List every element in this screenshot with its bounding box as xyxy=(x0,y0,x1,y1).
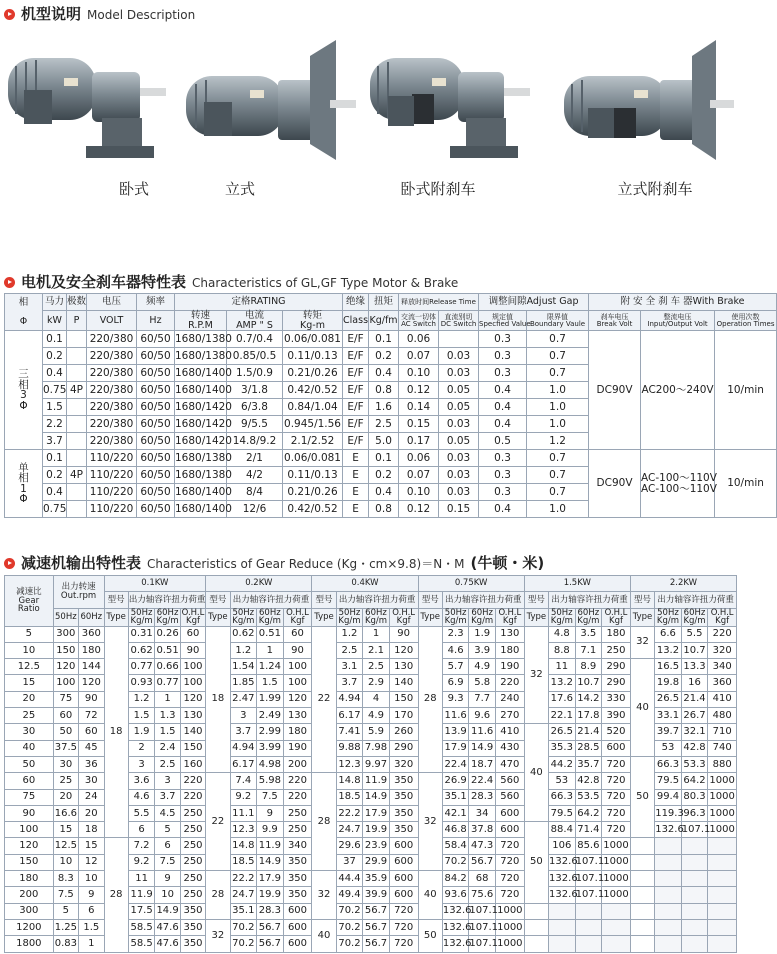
table-row: 15 100 120 0.93 0.77 100 1.85 1.5 100 3.7 2.9 140 6.9 5.8 220 13.2 10.7 290 19.8 16 360 xyxy=(5,675,737,691)
table-row: 60 25 30 3.6 3 220 22 7.4 5.98 220 28 14.8 11.9 350 32 26.9 22.4 560 53 42.8 720 79.5 64.2 1000 xyxy=(5,773,737,789)
table-row: 120 12.5 15 28 7.2 6 250 14.8 11.9 340 29.6 23.9 600 58.4 47.3 720 106 85.6 1000 xyxy=(5,838,737,854)
type-cell: 40 xyxy=(312,919,336,952)
table-row: 90 16.6 20 5.5 4.5 250 11.1 9 250 22.2 17.9 350 42.1 34 600 79.5 64.2 720 119.3 96.3 1000 xyxy=(5,805,737,821)
power-cell: 0.1 xyxy=(43,450,67,467)
table-row: 0.75 4P 220/380 60/50 1680/1400 3/1.8 0.42/0.52 E/F 0.8 0.12 0.05 0.4 1.0 xyxy=(5,382,777,399)
type-cell: 40 xyxy=(630,659,654,757)
type-cell: 28 xyxy=(206,871,230,920)
power-group-header: 2.2KW xyxy=(630,576,736,592)
model-caption: 卧式附刹车 xyxy=(400,180,476,198)
poles-cell: 4P xyxy=(67,382,87,399)
power-group-header: 0.75KW xyxy=(418,576,524,592)
power-cell: 0.1 xyxy=(43,331,67,348)
table-row: 50 30 36 3 2.5 160 6.17 4.98 200 12.3 9.97 320 22.4 18.7 470 44.2 35.7 720 50 66.3 53.3 880 xyxy=(5,756,737,772)
ratio-header: 减速比 Gear Ratio xyxy=(5,576,54,627)
power-cell: 0.2 xyxy=(43,467,67,484)
table-row: 300 5 6 17.5 14.9 350 35.1 28.3 600 70.2 56.7 720 132.6 107.1 1000 xyxy=(5,903,737,919)
table-row: 10 150 180 0.62 0.51 90 1.2 1 90 2.5 2.1 120 4.6 3.9 180 8.8 7.1 250 13.2 10.7 320 xyxy=(5,642,737,658)
model-caption: 卧式 xyxy=(118,180,149,198)
gear-reducer-table: 减速比 Gear Ratio 出力转速 Out.rpm 0.1KW 0.2KW 0.4KW 0.75KW 1.5KW 2.2KW 型号 出力轴容许扭力荷重 型号 出力轴容许扭力荷重 型号 出力轴容许扭力荷重 型号 出力轴容许扭力荷重 型号 出力轴容许扭力荷重 型号 出力轴容许扭力荷重 50Hz 60Hz Type 50Hz Kg/m 60Hz Kg/m O.H.L Kgf Type 50Hz Kg/m 60Hz Kg/m O.H.L Kgf Type 50Hz Kg/m 60Hz Kg/m O.H.L Kgf Type 50Hz Kg/m 60Hz Kg/m O.H.L Kgf Type 50Hz Kg/m 60Hz Kg/m O.H.L Kgf Type 50Hz Kg/m 60Hz Kg/m O.H.L Kgf 5 300 360 18 0.31 0.26 60 18 0.62 0.51 60 22 1.2 1 90 28 2.3 1.9 130 32 4.8 3.5 180 32 6.6 5.5 220 10 150 180 0.62 0.51 90 1.2 1 90 2.5 2.1 120 4.6 3.9 180 8.8 7.1 250 13.2 10.7 320 12.5 120 144 0.77 0.66 100 1.54 1.24 100 3.1 2.5 130 5.7 4.9 190 11 8.9 290 40 16.5 13.3 340 15 100 120 0.93 0.77 100 1.85 1.5 100 3.7 2.9 140 6.9 5.8 220 13.2 10.7 290 19.8 16 360 20 75 90 1.2 1 120 2.47 1.99 120 4.94 4 150 9.3 7.7 240 17.6 14.2 330 26.5 21.4 410 25 60 72 1.5 1.3 130 3 2.49 130 6.17 4.9 170 11.6 9.6 270 22.1 17.8 390 33.1 26.7 480 30 50 60 1.9 1.5 140 3.7 2.99 180 7.41 5.9 260 13.9 11.6 410 40 26.5 21.4 520 39.7 32.1 710 40 37.5 45 2 2.4 150 4.94 3.99 190 9.88 7.98 290 17.9 14.9 430 35.3 28.5 600 53 42.8 740 50 30 36 3 2.5 160 6.17 4.98 200 12.3 9.97 320 22.4 18.7 470 44.2 35.7 720 50 66.3 53.3 880 60 25 30 3.6 3 220 22 7.4 5.98 220 28 14.8 11.9 350 32 26.9 22.4 560 53 42.8 720 79.5 64.2 1000 75 20 24 4.6 3.7 220 9.2 7.5 220 18.5 14.9 350 35.1 28.3 560 66.3 53.5 720 99.4 80.3 1000 90 16.6 20 5.5 4.5 250 11.1 9 250 22.2 17.9 350 42.1 34 600 79.5 64.2 720 119.3 96.3 1000 100 15 18 6 5 250 12.3 9.9 250 24.7 19.9 350 46.8 37.8 600 50 88.4 71.4 720 132.6 107.1 1000 120 12.5 15 28 7.2 6 250 14.8 11.9 340 29.6 23.9 600 58.4 47.3 720 106 85.6 1000 150 10 12 9.2 7.5 250 18.5 14.9 350 37 29.9 600 70.2 56.7 720 132.6 107.1 1000 180 8.3 10 11 9 250 28 22.2 17.9 350 32 44.4 35.9 600 40 84.2 68 720 132.6 107.1 1000 200 7.5 9 11.9 10 250 24.7 19.9 350 49.4 39.9 600 93.6 75.6 720 132.6 107.1 1000 300 5 6 17.5 14.9 350 35.1 28.3 600 70.2 56.7 720 132.6 107.1 1000 1200 1.25 1.5 58.5 47.6 350 32 70.2 56.7 600 40 70.2 56.7 720 50 132.6 107.1 1000 1800 0.83 1 58.5 47.6 350 70.2 56.7 600 70.2 56.7 720 132.6 107.1 1000 xyxy=(4,575,737,953)
poles-cell: 4P xyxy=(67,467,87,484)
vertical-gear-motor-icon xyxy=(180,36,360,166)
table-row: 25 60 72 1.5 1.3 130 3 2.49 130 6.17 4.9 170 11.6 9.6 270 22.1 17.8 390 33.1 26.7 480 xyxy=(5,708,737,724)
rectifier-cell: AC200～240V xyxy=(641,331,715,450)
rectifier-cell: AC-100～110V AC-100～110V xyxy=(641,450,715,518)
table-row: 180 8.3 10 11 9 250 28 22.2 17.9 350 32 44.4 35.9 600 40 84.2 68 720 132.6 107.1 1000 xyxy=(5,871,737,887)
table-row: 12.5 120 144 0.77 0.66 100 1.54 1.24 100 3.1 2.5 130 5.7 4.9 190 11 8.9 290 40 16.5 13.3 340 xyxy=(5,659,737,675)
phase-cell: 单 相 1 Φ xyxy=(5,450,43,518)
power-cell: 0.75 xyxy=(43,501,67,518)
table-row: 0.4 110/220 60/50 1680/1400 8/4 0.21/0.26 E 0.4 0.10 0.03 0.3 0.7 xyxy=(5,484,777,501)
table-row: 40 37.5 45 2 2.4 150 4.94 3.99 190 9.88 7.98 290 17.9 14.9 430 35.3 28.5 600 53 42.8 740 xyxy=(5,740,737,756)
power-cell: 1.5 xyxy=(43,399,67,416)
table-row: 1.5 220/380 60/50 1680/1420 6/3.8 0.84/1.04 E/F 1.6 0.14 0.05 0.4 1.0 xyxy=(5,399,777,416)
motor-brake-heading: 电机及安全刹车器特性表 Characteristics of GL,GF Type Motor & Brake xyxy=(4,271,458,292)
operation-times-cell: 10/min xyxy=(715,450,777,518)
table-row: 5 300 360 18 0.31 0.26 60 18 0.62 0.51 60 22 1.2 1 90 28 2.3 1.9 130 32 4.8 3.5 180 32 6.6 5.5 220 xyxy=(5,626,737,642)
table-row: 1800 0.83 1 58.5 47.6 350 70.2 56.7 600 70.2 56.7 720 132.6 107.1 1000 xyxy=(5,936,737,952)
power-cell: 0.75 xyxy=(43,382,67,399)
type-cell: 18 xyxy=(206,626,230,773)
brake-volt-cell: DC90V xyxy=(589,331,641,450)
motor-brake-table: 相 Φ 马力 极数 电压 频率 定格RATING 绝缘 扭矩 释放时间Release Time 调整间隙Adjust Gap 附 安 全 刹 车 器With Brake kW P VOLT Hz 转速 R.P.M 电流 AMP " S 转矩 Kg-m Class Kg/fm 交流一切体 AC Switch 直流别切 DC Switch 规定值 Specfied Value 限界值 Boundary Vaule 刹车电压 Break Volt 整流电压 Input/Output Volt 使用次数 Operation Times 三 相 3 Φ 0.1 220/380 60/50 1680/1380 0.7/0.4 0.06/0.081 E/F 0.1 0.06 0.3 0.7 DC90V AC200～240V 10/min 0.2 220/380 60/50 1680/1380 0.85/0.5 0.11/0.13 E/F 0.2 0.07 0.03 0.3 0.7 0.4 220/380 60/50 1680/1400 1.5/0.9 0.21/0.26 E/F 0.4 0.10 0.03 0.3 0.7 0.75 4P 220/380 60/50 1680/1400 3/1.8 0.42/0.52 E/F 0.8 0.12 0.05 0.4 1.0 1.5 220/380 60/50 1680/1420 6/3.8 0.84/1.04 E/F 1.6 0.14 0.05 0.4 1.0 2.2 220/380 60/50 1680/1420 9/5.5 0.945/1.56 E/F 2.5 0.15 0.03 0.4 1.0 3.7 220/380 60/50 1680/1420 14.8/9.2 2.1/2.52 E/F 5.0 0.17 0.05 0.5 1.2 单 相 1 Φ 0.1 110/220 60/50 1680/1380 2/1 0.06/0.081 E 0.1 0.06 0.03 0.3 0.7 DC90V AC-100～110V AC-100～110V 10/min 0.2 4P 110/220 60/50 1680/1380 4/2 0.11/0.13 E 0.2 0.07 0.03 0.3 0.7 0.4 110/220 60/50 1680/1400 8/4 0.21/0.26 E 0.4 0.10 0.03 0.3 0.7 0.75 110/220 60/50 1680/1400 12/6 0.42/0.52 E 0.8 0.12 0.15 0.4 1.0 xyxy=(4,293,777,518)
power-group-header: 0.1KW xyxy=(104,576,206,592)
power-cell: 2.2 xyxy=(43,416,67,433)
type-cell: 50 xyxy=(418,919,442,952)
operation-times-cell: 10/min xyxy=(715,331,777,450)
table-row: 0.2 4P 110/220 60/50 1680/1380 4/2 0.11/0.13 E 0.2 0.07 0.03 0.3 0.7 xyxy=(5,467,777,484)
power-cell: 3.7 xyxy=(43,433,67,450)
type-cell: 40 xyxy=(418,871,442,920)
type-cell: 40 xyxy=(524,724,548,822)
power-cell: 0.2 xyxy=(43,348,67,365)
type-cell: 18 xyxy=(104,626,128,838)
type-cell: 32 xyxy=(206,919,230,952)
type-cell: 50 xyxy=(630,756,654,837)
model-caption: 立式附刹车 xyxy=(617,180,693,198)
table-row: 200 7.5 9 11.9 10 250 24.7 19.9 350 49.4 39.9 600 93.6 75.6 720 132.6 107.1 1000 xyxy=(5,887,737,903)
vertical-brake-gear-motor-icon xyxy=(560,36,738,166)
model-caption: 立式 xyxy=(224,180,255,198)
table-row: 3.7 220/380 60/50 1680/1420 14.8/9.2 2.1/2.52 E/F 5.0 0.17 0.05 0.5 1.2 xyxy=(5,433,777,450)
table-row: 30 50 60 1.9 1.5 140 3.7 2.99 180 7.41 5.9 260 13.9 11.6 410 40 26.5 21.4 520 39.7 32.1 710 xyxy=(5,724,737,740)
table-row: 150 10 12 9.2 7.5 250 18.5 14.9 350 37 29.9 600 70.2 56.7 720 132.6 107.1 1000 xyxy=(5,854,737,870)
gear-reducer-heading: 减速机输出特性表 Characteristics of Gear Reduce (Kg・cm×9.8)＝N・M (牛顿・米) xyxy=(4,552,544,573)
type-cell: 32 xyxy=(418,773,442,871)
horizontal-gear-motor-icon xyxy=(2,36,174,166)
table-row: 0.2 220/380 60/50 1680/1380 0.85/0.5 0.11/0.13 E/F 0.2 0.07 0.03 0.3 0.7 xyxy=(5,348,777,365)
type-cell: 22 xyxy=(206,773,230,871)
play-bullet-icon xyxy=(4,277,15,288)
horizontal-brake-gear-motor-icon xyxy=(366,36,536,166)
type-cell: 32 xyxy=(312,871,336,920)
play-bullet-icon xyxy=(4,558,15,569)
table-row: 0.75 110/220 60/50 1680/1400 12/6 0.42/0.52 E 0.8 0.12 0.15 0.4 1.0 xyxy=(5,501,777,518)
power-cell: 0.4 xyxy=(43,484,67,501)
power-group-header: 0.2KW xyxy=(206,576,312,592)
type-cell: 22 xyxy=(312,626,336,773)
table-row: 1200 1.25 1.5 58.5 47.6 350 32 70.2 56.7 600 40 70.2 56.7 720 50 132.6 107.1 1000 xyxy=(5,919,737,935)
brake-volt-cell: DC90V xyxy=(589,450,641,518)
table-row: 单 相 1 Φ 0.1 110/220 60/50 1680/1380 2/1 0.06/0.081 E 0.1 0.06 0.03 0.3 0.7 DC90V AC-100～110V AC-100～110V 10/min xyxy=(5,450,777,467)
table-row: 2.2 220/380 60/50 1680/1420 9/5.5 0.945/1.56 E/F 2.5 0.15 0.03 0.4 1.0 xyxy=(5,416,777,433)
phase-cell: 三 相 3 Φ xyxy=(5,331,43,450)
type-cell: 28 xyxy=(418,626,442,773)
type-cell: 28 xyxy=(312,773,336,871)
type-cell: 32 xyxy=(524,626,548,724)
power-group-header: 1.5KW xyxy=(524,576,630,592)
table-row: 75 20 24 4.6 3.7 220 9.2 7.5 220 18.5 14.9 350 35.1 28.3 560 66.3 53.5 720 99.4 80.3 1000 xyxy=(5,789,737,805)
play-bullet-icon xyxy=(4,9,15,20)
table-row: 0.4 220/380 60/50 1680/1400 1.5/0.9 0.21/0.26 E/F 0.4 0.10 0.03 0.3 0.7 xyxy=(5,365,777,382)
table-row: 20 75 90 1.2 1 120 2.47 1.99 120 4.94 4 150 9.3 7.7 240 17.6 14.2 330 26.5 21.4 410 xyxy=(5,691,737,707)
type-cell: 50 xyxy=(524,822,548,903)
power-group-header: 0.4KW xyxy=(312,576,418,592)
model-description-heading: 机型说明 Model Description xyxy=(4,3,195,24)
table-row: 三 相 3 Φ 0.1 220/380 60/50 1680/1380 0.7/0.4 0.06/0.081 E/F 0.1 0.06 0.3 0.7 DC90V AC200～240V 10/min xyxy=(5,331,777,348)
table-row: 100 15 18 6 5 250 12.3 9.9 250 24.7 19.9 350 46.8 37.8 600 50 88.4 71.4 720 132.6 107.1 1000 xyxy=(5,822,737,838)
type-cell: 28 xyxy=(104,838,128,952)
power-cell: 0.4 xyxy=(43,365,67,382)
type-cell: 32 xyxy=(630,626,654,659)
